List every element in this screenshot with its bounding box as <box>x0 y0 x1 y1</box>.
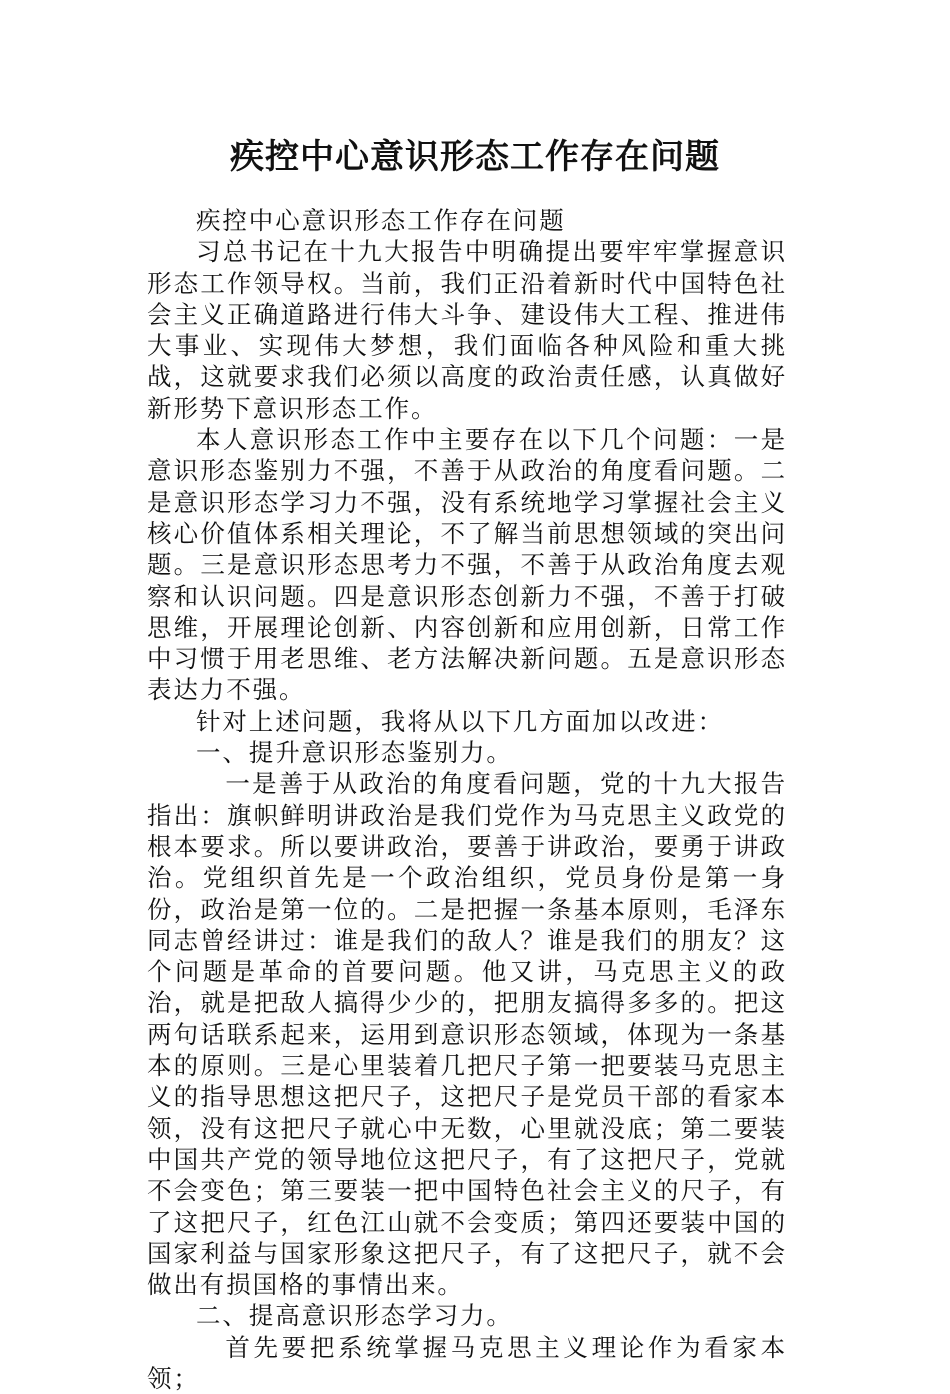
paragraph-section-1: 一是善于从政治的角度看问题，党的十九大报告指出：旗帜鲜明讲政治是我们党作为马克思主义政党的根本要求。所以要讲政治，要善于讲政治，要勇于讲政治。党组织首先是一个政治组织，党员身份是第一身份，政治是第一位的。二是把握一条基本原则，毛泽东同志曾经讲过：谁是我们的敌人？谁是我们的朋友？这个问题是革命的首要问题。他又讲，马克思主义的政治，就是把敌人搞得少少的，把朋友搞得多多的。把这两句话联系起来，运用到意识形态领域，体现为一条基本的原则。三是心里装着几把尺子第一把要装马克思主义的指导思想这把尺子，这把尺子是党员干部的看家本领，没有这把尺子就心中无数，心里就没底；第二要装中国共产党的领导地位这把尺子，有了这把尺子，党就不会变色；第三要装一把中国特色社会主义的尺子，有了这把尺子，红色江山就不会变质；第四还要装中国的国家利益与国家形象这把尺子，有了这把尺子，就不会做出有损国格的事情出来。 <box>147 769 787 1300</box>
section-heading-2: 二、提高意识形态学习力。 <box>196 1301 513 1331</box>
paragraph-improvements-intro: 针对上述问题，我将从以下几方面加以改进： <box>196 706 724 736</box>
paragraph-section-2: 首先要把系统掌握马克思主义理论作为看家本领； <box>147 1332 787 1393</box>
document-body <box>147 205 787 1394</box>
section-heading-1: 一、提升意识形态鉴别力。 <box>196 738 513 768</box>
document-title: 疾控中心意识形态工作存在问题 <box>230 137 720 177</box>
paragraph-problems: 本人意识形态工作中主要存在以下几个问题：一是意识形态鉴别力不强，不善于从政治的角度看问题。二是意识形态学习力不强，没有系统地学习掌握社会主义核心价值体系相关理论，不了解当前思想领域的突出问题。三是意识形态思考力不强，不善于从政治角度去观察和认识问题。四是意识形态创新力不强，不善于打破思维，开展理论创新、内容创新和应用创新，日常工作中习惯于用老思维、老方法解决新问题。五是意识形态表达力不强。 <box>147 425 787 705</box>
paragraph-intro: 习总书记在十九大报告中明确提出要牢牢掌握意识形态工作领导权。当前，我们正沿着新时代中国特色社会主义正确道路进行伟大斗争、建设伟大工程、推进伟大事业、实现伟大梦想，我们面临各种风险和重大挑战，这就要求我们必须以高度的政治责任感，认真做好新形势下意识形态工作。 <box>147 237 787 423</box>
paragraph-subtitle: 疾控中心意识形态工作存在问题 <box>196 206 566 235</box>
